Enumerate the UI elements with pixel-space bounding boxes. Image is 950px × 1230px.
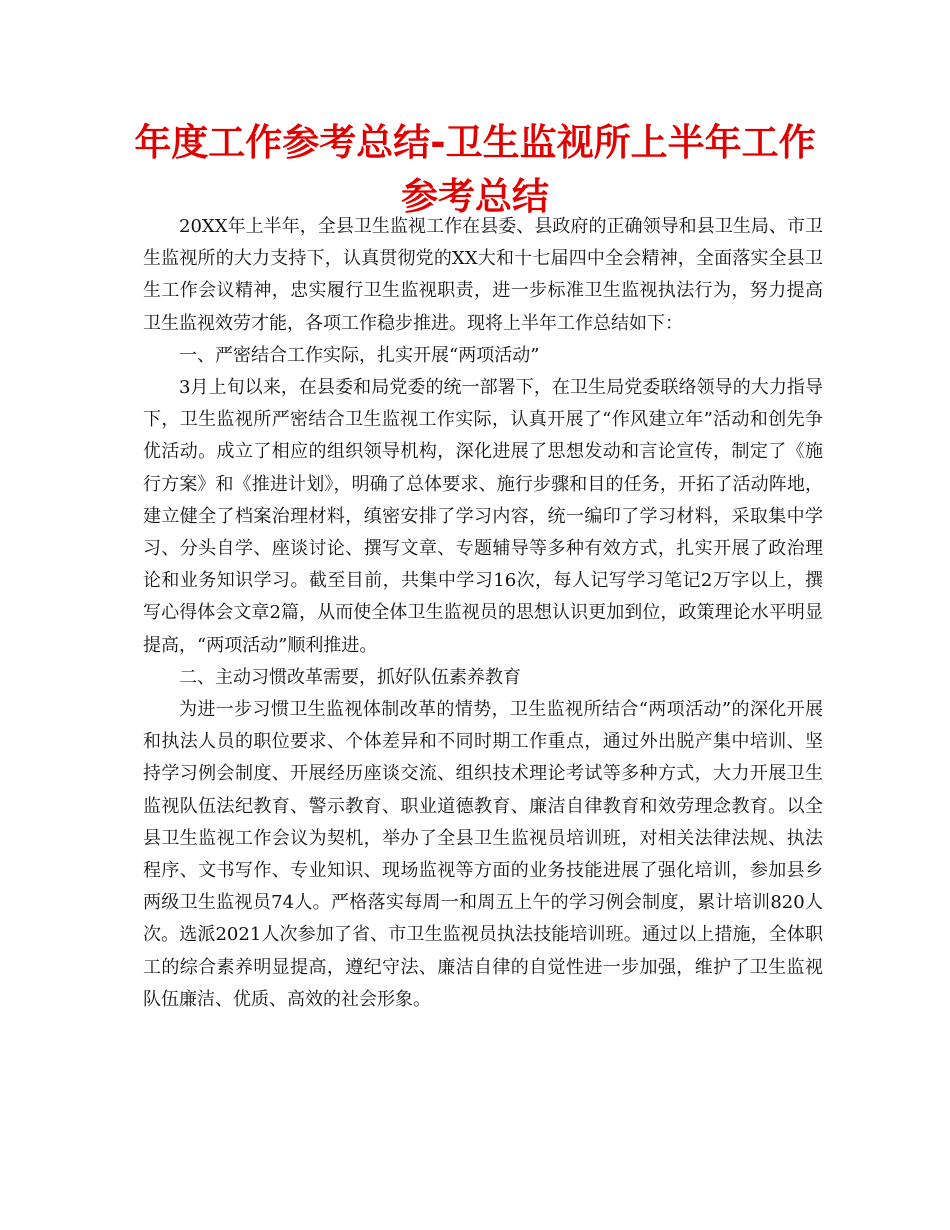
- section-heading-2: 二、主动习惯改革需要，抓好队伍素养教育: [179, 666, 521, 688]
- paragraph-section-2: 为进一步习惯卫生监视体制改革的情势，卫生监视所结合“两项活动”的深化开展和执法人员的职位要求、个体差异和不同时期工作重点，通过外出脱产集中培训、坚持学习例会制度、开展经历座谈交流、组织技术理论考试等多种方式，大力开展卫生监视队伍法纪教育、警示教育、职业道德教育、廉洁自律教育和效劳理念教育。以全县卫生监视工作会议为契机，举办了全县卫生监视员培训班，对相关法律法规、执法程序、文书写作、专业知识、现场监视等方面的业务技能进展了强化培训，参加县乡两级卫生监视员74人。严格落实每周一和周五上午的学习例会制度，累计培训820人次。选派2021人次参加了省、市卫生监视员执法技能培训班。通过以上措施，全体职工的综合素养明显提高，遵纪守法、廉洁自律的自觉性进一步加强，维护了卫生监视队伍廉洁、优质、高效的社会形象。: [143, 699, 823, 1010]
- paragraph-section-1: 3月上旬以来，在县委和局党委的统一部署下，在卫生局党委联络领导的大力指导下，卫生监视所严密结合卫生监视工作实际，认真开展了“作风建立年”活动和创先争优活动。成立了相应的组织领导机构，深化进展了思想发动和言论宣传，制定了《施行方案》和《推进计划》，明确了总体要求、施行步骤和目的任务，开拓了活动阵地，建立健全了档案治理材料，缜密安排了学习内容，统一编印了学习材料，采取集中学习、分头自学、座谈讨论、撰写文章、专题辅导等多种有效方式，扎实开展了政治理论和业务知识学习。截至目前，共集中学习16次，每人记写学习笔记2万字以上，撰写心得体会文章2篇，从而使全体卫生监视员的思想认识更加到位，政策理论水平明显提高，“两项活动”顺利推进。: [143, 377, 823, 656]
- document-title: 年度工作参考总结-卫生监视所上半年工作参考总结: [134, 121, 816, 218]
- section-heading-1: 一、严密结合工作实际，扎实开展“两项活动”: [179, 344, 540, 366]
- document-body: [143, 211, 823, 1016]
- paragraph-intro: 20XX年上半年，全县卫生监视工作在县委、县政府的正确领导和县卫生局、市卫生监视所的大力支持下，认真贯彻党的XX大和十七届四中全会精神，全面落实全县卫生工作会议精神，忠实履行卫生监视职责，进一步标准卫生监视执法行为，努力提高卫生监视效劳才能，各项工作稳步推进。现将上半年工作总结如下：: [143, 216, 823, 334]
